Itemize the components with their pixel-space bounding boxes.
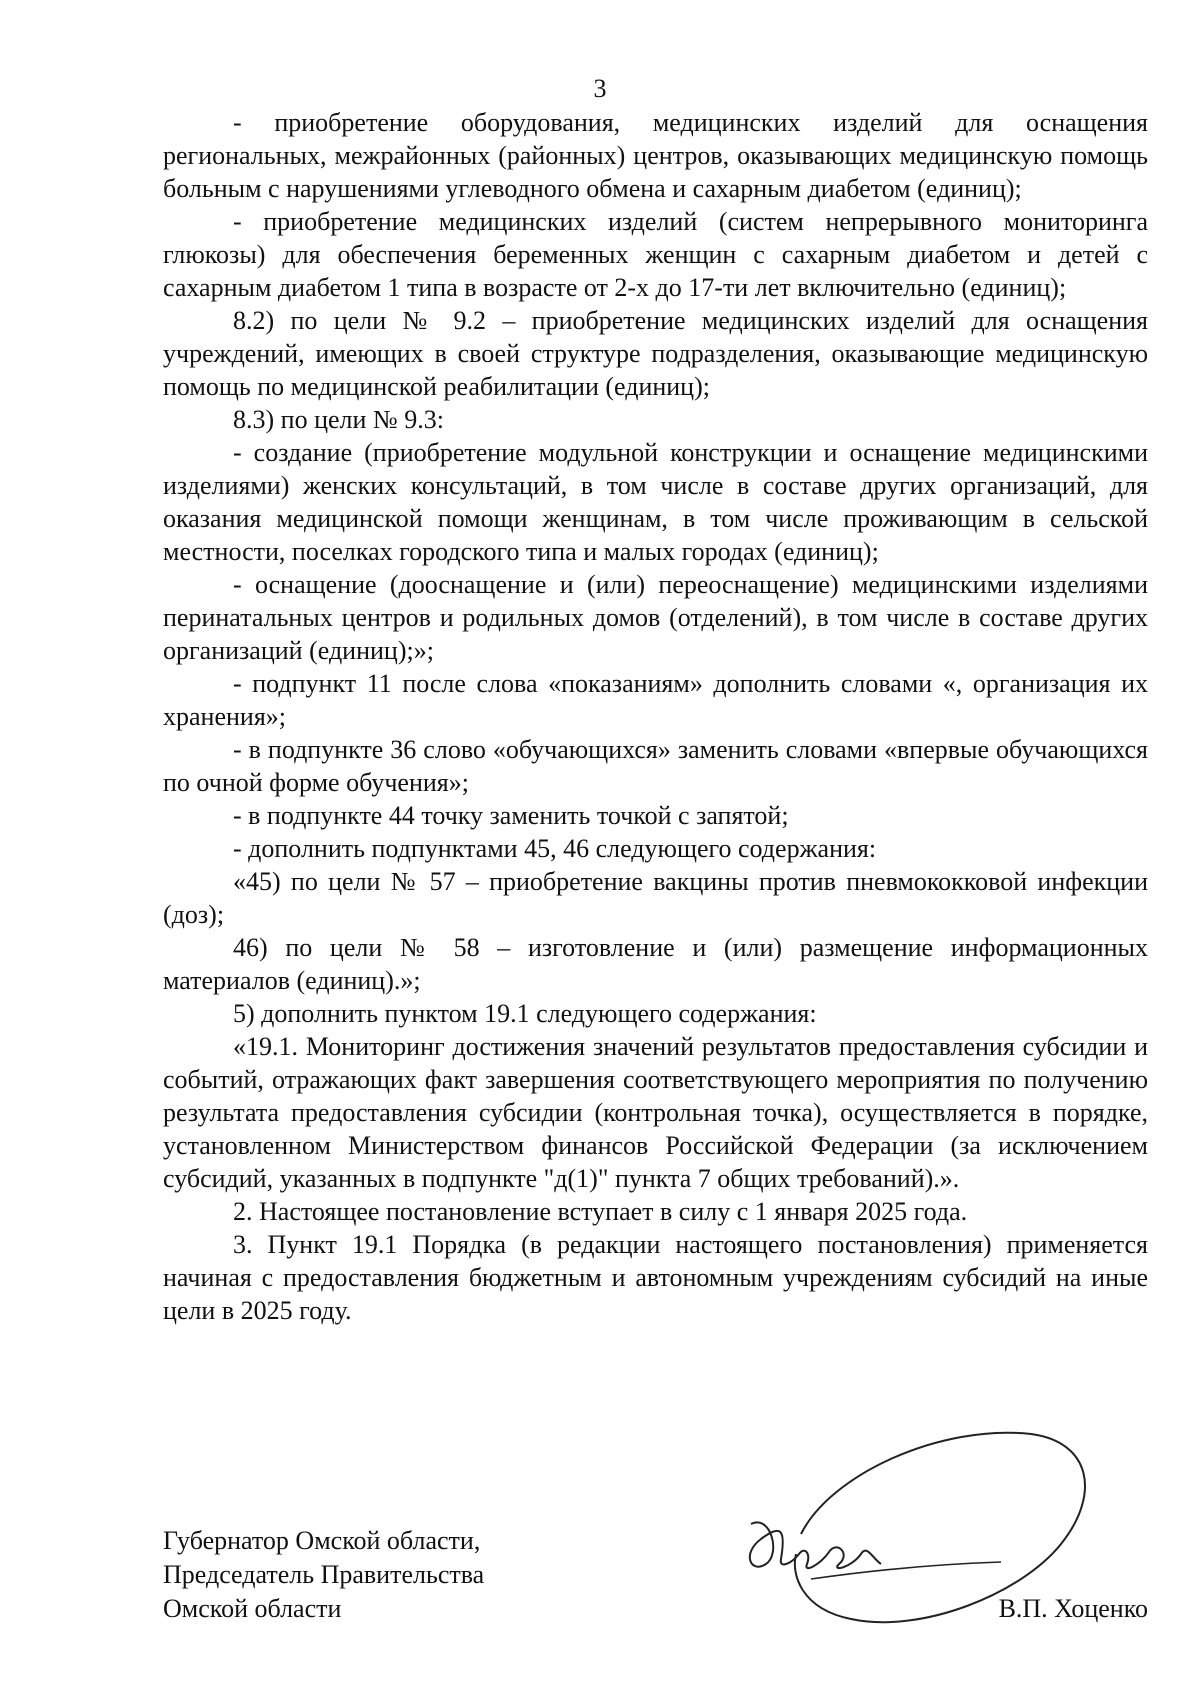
- paragraph: - приобретение медицинских изделий (систем непрерывного мониторинга глюкозы) для обеспечения беременных женщин с сахарным диабетом и детей с сахарным диабетом 1 типа в возрасте от 2-х до 17-ти лет включительно (единиц);: [163, 207, 1148, 302]
- page-number: 3: [593, 74, 607, 103]
- signatory-title-line: Председатель Правительства: [163, 1560, 485, 1589]
- paragraph: - создание (приобретение модульной конструкции и оснащение медицинскими изделиями) женских консультаций, в том числе в составе других организаций, для оказания медицинской помощи женщинам, в том числе проживающим в сельской местности, поселках городского типа и малых городах (единиц);: [163, 438, 1148, 566]
- paragraph: «45) по цели № 57 – приобретение вакцины против пневмококковой инфекции (доз);: [163, 867, 1148, 929]
- paragraph: - в подпункте 36 слово «обучающихся» заменить словами «впервые обучающихся по очной форме обучения»;: [163, 735, 1148, 797]
- paragraph: 5) дополнить пунктом 19.1 следующего содержания:: [233, 999, 817, 1028]
- paragraph: «19.1. Мониторинг достижения значений результатов предоставления субсидии и событий, отражающих факт завершения соответствующего мероприятия по получению результата предоставления субсидии (контрольная точка), осуществляется в порядке, установленном Министерством финансов Российской Федерации (за исключением субсидий, указанных в подпункте "д(1)" пункта 7 общих требований).».: [163, 1032, 1148, 1193]
- paragraph: 8.2) по цели № 9.2 – приобретение медицинских изделий для оснащения учреждений, имеющих в своей структуре подразделения, оказывающие медицинскую помощь по медицинской реабилитации (единиц);: [163, 306, 1148, 401]
- signatory-title: [163, 1524, 484, 1626]
- signature-block: [163, 1524, 1148, 1664]
- document-body: [163, 106, 1148, 1327]
- paragraph: - в подпункте 44 точку заменить точкой с запятой;: [233, 801, 789, 830]
- paragraph: - подпункт 11 после слова «показаниям» дополнить словами «, организация их хранения»;: [163, 669, 1148, 731]
- paragraph: 8.3) по цели № 9.3:: [233, 405, 444, 434]
- paragraph: 2. Настоящее постановление вступает в силу с 1 января 2025 года.: [233, 1197, 968, 1226]
- signatory-title-line: Омской области: [163, 1594, 342, 1623]
- paragraph: 3. Пункт 19.1 Порядка (в редакции настоящего постановления) применяется начиная с предоставления бюджетным и автономным учреждениям субсидий на иные цели в 2025 году.: [163, 1230, 1148, 1325]
- signatory-title-line: Губернатор Омской области,: [163, 1526, 481, 1555]
- paragraph: 46) по цели № 58 – изготовление и (или) размещение информационных материалов (единиц).»;: [163, 933, 1148, 995]
- paragraph: - дополнить подпунктами 45, 46 следующего содержания:: [233, 834, 877, 863]
- paragraph: - оснащение (дооснащение и (или) переоснащение) медицинскими изделиями перинатальных центров и родильных домов (отделений), в том числе в составе других организаций (единиц);»;: [163, 570, 1148, 665]
- signatory-name: В.П. Хоценко: [998, 1594, 1148, 1623]
- paragraph: - приобретение оборудования, медицинских изделий для оснащения региональных, межрайонных (районных) центров, оказывающих медицинскую помощь больным с нарушениями углеводного обмена и сахарным диабетом (единиц);: [163, 108, 1148, 203]
